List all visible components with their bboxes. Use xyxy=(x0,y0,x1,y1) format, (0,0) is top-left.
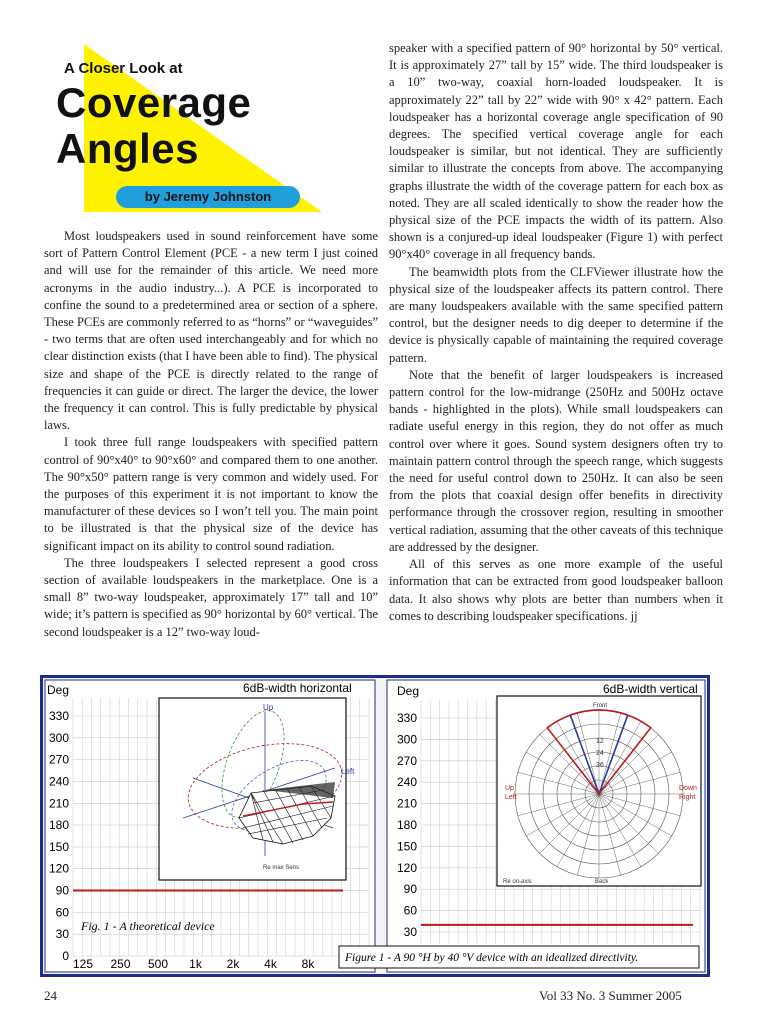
left-deg-label: Deg xyxy=(47,683,70,697)
figure-graphics xyxy=(43,678,707,974)
article-kicker: A Closer Look at xyxy=(64,60,183,77)
x-tick-label: 250 xyxy=(110,957,131,971)
paragraph: Most loudspeakers used in sound reinforcement have some sort of Pattern Control Element (PCE - a new term I just coined and will use for the remainder of this article. We need more acronyms in the audio industry...). A PCE is incorporated to confine the sound to a predetermined area or section of a sphere. These PCEs are commonly referred to as “horns” or “waveguides” - two terms that are often used interchangeably and for which no clear distinction exists (that I have been able to find). The physical size and shape of the PCE is directly related to the range of frequencies it can guide or direct. The larger the device, the lower the frequency it can control. This is fully predictable by physical laws. xyxy=(44,229,378,433)
page-number: 24 xyxy=(44,988,57,1003)
left-chart-title: 6dB-width horizontal xyxy=(243,681,352,695)
title-line-2: Angles xyxy=(56,125,200,172)
y-tick-label: 300 xyxy=(396,732,417,747)
y-tick-label: 150 xyxy=(48,839,69,854)
y-tick-label: 60 xyxy=(403,903,417,918)
y-tick-label: 30 xyxy=(403,925,417,939)
polar-left-label: Left xyxy=(505,794,517,801)
y-tick-label: 270 xyxy=(48,752,69,767)
y-tick-label: 210 xyxy=(48,796,69,811)
y-tick-label: 120 xyxy=(48,861,69,876)
polar-front-label: Front xyxy=(593,703,608,709)
left-column xyxy=(44,228,378,641)
issue-info: Vol 33 No. 3 Summer 2005 xyxy=(539,988,682,1003)
paragraph: I took three full range loudspeakers with specified pattern control of 90°x40° to 90°x60° and compared them to one another. The 90°x50° pattern range is very common and widely used. For the purposes of this experiment it is not important to know the manufacturer of these devices so I won’t tell you. The main point to be illustrated is that the physical size of the device has significant impact on its ability to control sound radiation. xyxy=(44,435,378,553)
y-tick-label: 210 xyxy=(396,796,417,811)
title-line-1: Coverage xyxy=(56,79,252,126)
y-tick-label: 60 xyxy=(55,905,69,920)
polar-ring-label: 24 xyxy=(596,750,604,757)
x-tick-label: 4k xyxy=(264,957,277,971)
paragraph: The beamwidth plots from the CLFViewer illustrate how the physical size of the loudspeaker affects its pattern control. There are many loudspeakers available with the same specified pattern control, but the designer needs to dig deeper to determine if the device is physically capable of maintaining the required coverage pattern. xyxy=(389,264,723,365)
y-tick-label: 120 xyxy=(396,860,417,875)
x-tick-label: 8k xyxy=(301,957,315,971)
y-tick-label: 240 xyxy=(396,775,417,790)
polar-up-label: Up xyxy=(505,785,514,792)
polar-foot-label: Re on-axis xyxy=(503,879,532,885)
paragraph: The three loudspeakers I selected represent a good cross section of available loudspeakers in the marketplace. One is a small 8” two-way loudspeaker, approximately 17” tall and 10” wide; it’s pattern is specified as 90° horizontal by 60° vertical. The second loudspeaker is a 12” two-way loud- xyxy=(44,555,378,639)
inset-left-label: Left xyxy=(341,767,355,776)
y-tick-label: 300 xyxy=(48,730,69,745)
paragraph: speaker with a specified pattern of 90° horizontal by 50° vertical. It is approximately 27” tall by 15” wide. The third loudspeaker is a 10” two-way, coaxial horn-loaded loudspeaker. It is approximately 22” tall by 22” wide with 90° x 42° pattern. Each loudspeaker has a horizontal coverage angle specification of 90 degrees. The specified vertical coverage angle for each loudspeaker is similar, but not identical. They are sufficiently similar to illustrate the concepts from above. The accompanying graphs illustrate the width of the coverage pattern for each box as noted. They are all scaled identically to show the reader how the physical size of the PCE impacts the width of its pattern. Also shown is a conjured-up ideal loudspeaker (Figure 1) with perfect 90°x40° coverage in all frequency bands. xyxy=(389,41,723,262)
y-tick-label: 150 xyxy=(396,839,417,854)
polar-ring-label: 36 xyxy=(596,762,604,769)
y-tick-label: 180 xyxy=(48,818,69,833)
right-deg-label: Deg xyxy=(397,684,420,698)
y-tick-label: 240 xyxy=(48,774,69,789)
polar-down-label: Down xyxy=(679,785,697,792)
figure-frame xyxy=(40,675,710,977)
y-tick-label: 90 xyxy=(403,882,417,897)
right-chart-title: 6dB-width vertical xyxy=(603,682,698,696)
y-tick-label: 180 xyxy=(396,818,417,832)
y-tick-label: 270 xyxy=(396,753,417,768)
polar-back-label: Back xyxy=(595,879,609,885)
x-tick-label: 2k xyxy=(226,957,240,971)
paragraph: Note that the benefit of larger loudspeakers is increased pattern control for the low-midrange (250Hz and 500Hz octave bands - highlighted in the plots). While small loudspeakers can radiate useful energy in this region, they do not offer as much control over where it goes. Sound system designers often try to maintain pattern control through the speech range, which suggests the need for useful control down to 250Hz. It can also be seen from the plots that coaxial design offer benefits in directivity performance through the crossover region, resulting in smoother vertical radiation, assuming that the other caveats of this technique are addressed by the designer. xyxy=(389,367,723,554)
polar-right-label: Right xyxy=(679,794,696,801)
right-column xyxy=(389,40,723,625)
y-tick-label: 30 xyxy=(55,927,69,942)
article-title xyxy=(56,80,251,172)
paragraph: All of this serves as one more example of the useful information that can be extracted from good loudspeaker balloon data. It also shows why plots are better than numbers when it comes to describing loudspeaker specifications. jj xyxy=(389,557,723,623)
inset-foot-label: Re max Sens xyxy=(263,865,300,871)
author-byline: by Jeremy Johnston xyxy=(116,186,300,208)
inset-up-label: Up xyxy=(263,703,274,712)
polar-ring-label: 12 xyxy=(596,738,604,745)
y-tick-label: 90 xyxy=(55,883,69,898)
left-caption: Fig. 1 - A theoretical device xyxy=(81,919,215,933)
polar-plot xyxy=(515,710,683,878)
y-tick-label: 330 xyxy=(396,711,417,725)
x-tick-label: 1k xyxy=(189,957,202,971)
figure-caption: Figure 1 - A 90 °H by 40 °V device with an idealized directivity. xyxy=(345,952,639,964)
x-tick-label: 125 xyxy=(72,957,94,971)
x-tick-label: 500 xyxy=(147,957,169,971)
y-tick-label: 330 xyxy=(48,709,69,723)
y-tick-label: 0 xyxy=(62,949,69,963)
